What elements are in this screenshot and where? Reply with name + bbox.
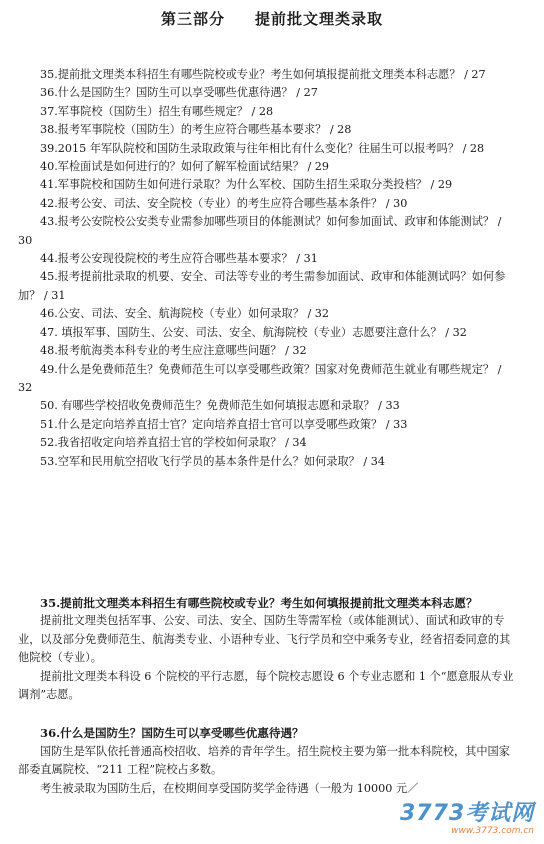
toc-entry: 38.报考军事院校（国防生）的考生应符合哪些基本要求？ / 28	[40, 123, 352, 137]
section-35-paragraph: 提前批文理类包括军事、公安、司法、安全、国防生等需军检（或体能测试）、面试和政审的专业，以及部分免费师范生、航海类专业、小语种专业、飞行学员和空中乘务专业，经省招委同意的其他院校（专业）。	[18, 614, 511, 665]
toc-entry: 42.报考公安、司法、安全院校（专业）的考生应符合哪些基本条件？ / 30	[40, 196, 408, 210]
section-36-heading: 36.什么是国防生？国防生可以享受哪些优惠待遇？	[40, 726, 304, 741]
toc-entry: 35.提前批文理类本科招生有哪些院校或专业？考生如何填报提前批文理类本科志愿？ / 27	[40, 68, 486, 81]
toc-entry: 40.军检面试是如何进行的？如何了解军检面试结果？ / 29	[40, 160, 330, 174]
page-title	[0, 8, 544, 29]
toc-entry: 37.军事院校（国防生）招生有哪些规定？ / 28	[40, 104, 274, 118]
toc-entry: 46.公安、司法、安全、航海院校（专业）如何录取？ / 32	[40, 307, 330, 321]
toc-entry: 39.2015 年军队院校和国防生录取政策与往年相比有什么变化？往届生可以报考吗？ / 28	[40, 141, 485, 155]
part-name: 提前批文理类录取	[255, 10, 384, 28]
section-36-paragraph: 国防生是军队依托普通高校招收、培养的青年学生。招生院校主要为第一批本科院校，其中国家部委直属院校、“211 工程”院校占多数。	[18, 744, 510, 777]
part-label: 第三部分	[160, 10, 225, 28]
toc-entry: 51.什么是定向培养直招士官？定向培养直招士官可以享受哪些政策？ / 33	[40, 417, 408, 431]
body-text	[18, 594, 516, 798]
toc-entry: 36.什么是国防生？国防生可以享受哪些优惠待遇？ / 27	[40, 86, 318, 100]
section-35-heading: 35.提前批文理类本科招生有哪些院校或专业？考生如何填报提前批文理类本科志愿？	[40, 596, 478, 610]
toc-entry: 44.报考公安现役院校的考生应符合哪些基本要求？ / 31	[40, 252, 318, 266]
toc-entry: 53.空军和民用航空招收飞行学员的基本条件是什么？如何录取？ / 34	[40, 454, 385, 468]
toc-entry: 47. 填报军事、国防生、公安、司法、安全、航海院校（专业）志愿要注意什么？ / 32	[40, 325, 467, 339]
watermark-logo	[388, 796, 538, 836]
toc-entry: 41.军事院校和国防生如何进行录取？为什么军校、国防生招生采取分类投档？ / 29	[40, 178, 453, 192]
watermark-domain: www.3773.com.cn	[451, 826, 534, 836]
toc-entry: 43.报考公安院校公安类专业需参加哪些项目的体能测试？如何参加面试、政审和体能测试？ / 30	[18, 215, 502, 247]
toc-entry: 49.什么是免费师范生？免费师范生可以享受哪些政策？国家对免费师范生就业有哪些规定？ / 32	[18, 362, 502, 394]
table-of-contents	[18, 66, 516, 471]
toc-entry: 48.报考航海类本科专业的考生应注意哪些问题？ / 32	[40, 344, 307, 358]
watermark-text: 3773考试网	[400, 801, 535, 826]
toc-entry: 52.我省招收定向培养直招士官的学校如何录取？ / 34	[40, 436, 307, 450]
toc-entry: 50. 有哪些学校招收免费师范生？免费师范生如何填报志愿和录取？ / 33	[40, 399, 400, 413]
section-35-paragraph: 提前批文理类本科设 6 个院校的平行志愿，每个院校志愿设 6 个专业志愿和 1 个“愿意服从专业调剂”志愿。	[18, 669, 514, 702]
section-36-paragraph: 考生被录取为国防生后，在校期间享受国防奖学金待遇（一般为 10000 元／	[40, 781, 419, 795]
toc-entry: 45.报考提前批录取的机要、安全、司法等专业的考生需参加面试、政审和体能测试吗？如何参加？ / 31	[18, 270, 506, 302]
